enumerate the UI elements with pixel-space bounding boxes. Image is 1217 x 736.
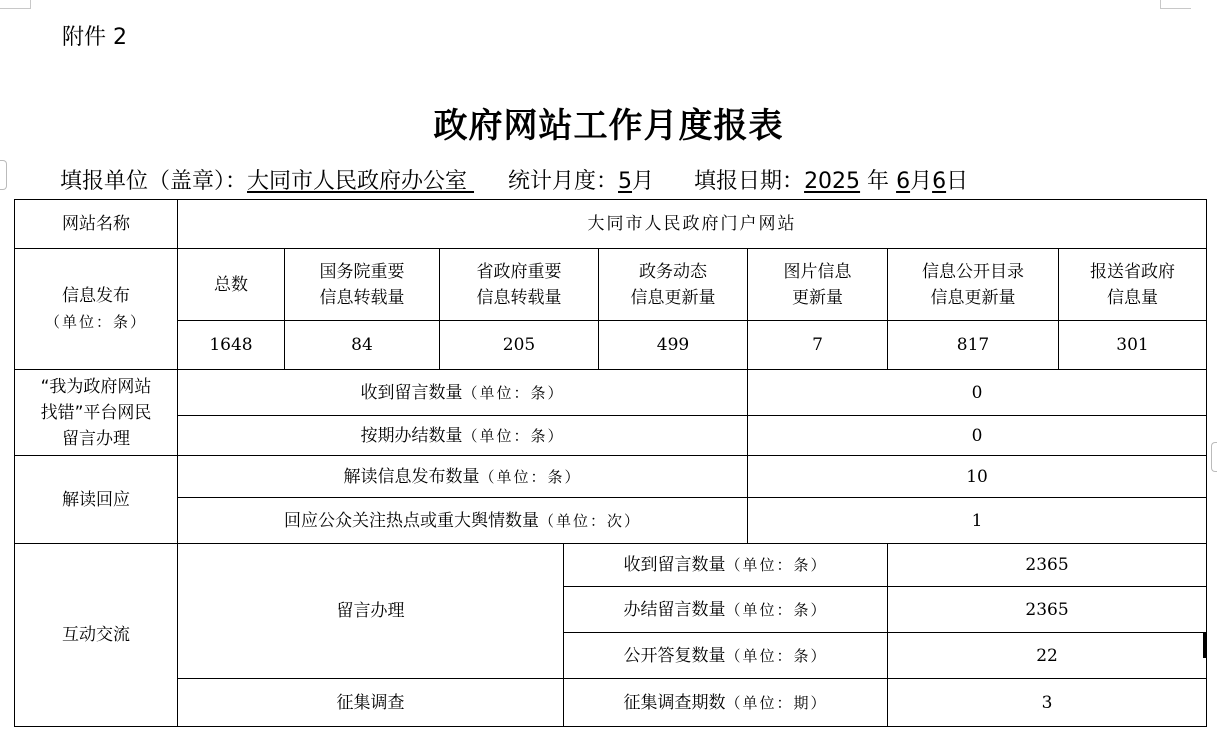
info-release-value-row <box>15 321 1207 370</box>
info-header-report-province: 报送省政府 信息量 <box>1059 249 1207 321</box>
error-platform-label-cell <box>15 370 178 456</box>
survey-count-label: 征集调查期数（单位：期） <box>564 679 888 727</box>
info-header-disclosure-catalog: 信息公开目录 信息更新量 <box>888 249 1059 321</box>
site-name-value: 大同市人民政府门户网站 <box>178 200 1207 249</box>
message-public-reply-label: 公开答复数量（单位：条） <box>564 633 888 679</box>
info-value-picture: 7 <box>748 321 888 370</box>
interpretation-response-value: 1 <box>748 498 1207 544</box>
unit-value: 大同市人民政府办公室 <box>247 169 475 194</box>
interaction-row-received <box>15 544 1207 587</box>
monthly-report-table <box>14 199 1207 727</box>
attachment-label: 附件 2 <box>62 25 127 50</box>
interaction-label: 互动交流 <box>15 544 178 727</box>
document-title: 政府网站工作月度报表 <box>433 106 784 146</box>
interaction-row-survey <box>15 679 1207 727</box>
interpretation-response-label: 回应公众关注热点或重大舆情数量（单位：次） <box>178 498 748 544</box>
message-handling-label: 留言办理 <box>178 544 564 679</box>
error-platform-label-line3: 留言办理 <box>62 428 130 449</box>
info-release-label: 信息发布 <box>62 286 130 306</box>
month-label: 统计月度： <box>508 169 619 194</box>
month-suffix: 月 <box>632 169 655 194</box>
info-header-state-council: 国务院重要 信息转载量 <box>285 249 440 321</box>
info-release-header-row <box>15 249 1207 321</box>
error-platform-row-received <box>15 370 1207 416</box>
error-completed-label: 按期办结数量（单位：条） <box>178 416 748 456</box>
info-release-unit: （单位：条） <box>44 313 147 331</box>
survey-label: 征集调查 <box>178 679 564 727</box>
site-name-label: 网站名称 <box>15 200 178 249</box>
error-completed-value: 0 <box>748 416 1207 456</box>
error-received-value: 0 <box>748 370 1207 416</box>
info-header-picture: 图片信息 更新量 <box>748 249 888 321</box>
interpretation-released-value: 10 <box>748 456 1207 498</box>
info-header-province: 省政府重要 信息转载量 <box>440 249 599 321</box>
page-corner-mark-left <box>0 0 31 9</box>
info-header-total: 总数 <box>178 249 285 321</box>
message-received-value: 2365 <box>888 544 1207 587</box>
unit-label: 填报单位（盖章）： <box>60 169 248 194</box>
interpretation-row-response <box>15 498 1207 544</box>
interpretation-released-label: 解读信息发布数量（单位：条） <box>178 456 748 498</box>
left-margin-marker <box>0 160 7 190</box>
error-received-label: 收到留言数量（单位：条） <box>178 370 748 416</box>
date-year: 2025 <box>804 169 861 194</box>
message-public-reply-value: 22 <box>888 633 1207 679</box>
site-name-row <box>15 200 1207 249</box>
interpretation-row-released <box>15 456 1207 498</box>
month-value: 5 <box>618 169 633 194</box>
info-header-gov-news: 政务动态 信息更新量 <box>599 249 748 321</box>
message-received-label: 收到留言数量（单位：条） <box>564 544 888 587</box>
date-day-suffix: 日 <box>946 169 969 194</box>
info-value-disclosure-catalog: 817 <box>888 321 1059 370</box>
message-completed-value: 2365 <box>888 587 1207 633</box>
survey-count-value: 3 <box>888 679 1207 727</box>
info-value-report-province: 301 <box>1059 321 1207 370</box>
info-value-gov-news: 499 <box>599 321 748 370</box>
info-value-province: 205 <box>440 321 599 370</box>
error-platform-row-completed <box>15 416 1207 456</box>
date-label: 填报日期： <box>694 169 805 194</box>
date-year-suffix: 年 <box>860 169 897 194</box>
info-release-label-cell <box>15 249 178 370</box>
right-margin-marker <box>1211 442 1217 472</box>
date-month-suffix: 月 <box>910 169 933 194</box>
page-corner-mark-right <box>1160 0 1191 9</box>
info-value-total: 1648 <box>178 321 285 370</box>
error-platform-label-line1: “我为政府网站 <box>40 376 152 397</box>
message-completed-label: 办结留言数量（单位：条） <box>564 587 888 633</box>
date-month: 6 <box>896 169 911 194</box>
date-day: 6 <box>932 169 947 194</box>
report-header-line <box>60 164 968 195</box>
error-platform-label-line2: 找错”平台网民 <box>40 402 152 423</box>
info-value-state-council: 84 <box>285 321 440 370</box>
interpretation-label: 解读回应 <box>15 456 178 544</box>
